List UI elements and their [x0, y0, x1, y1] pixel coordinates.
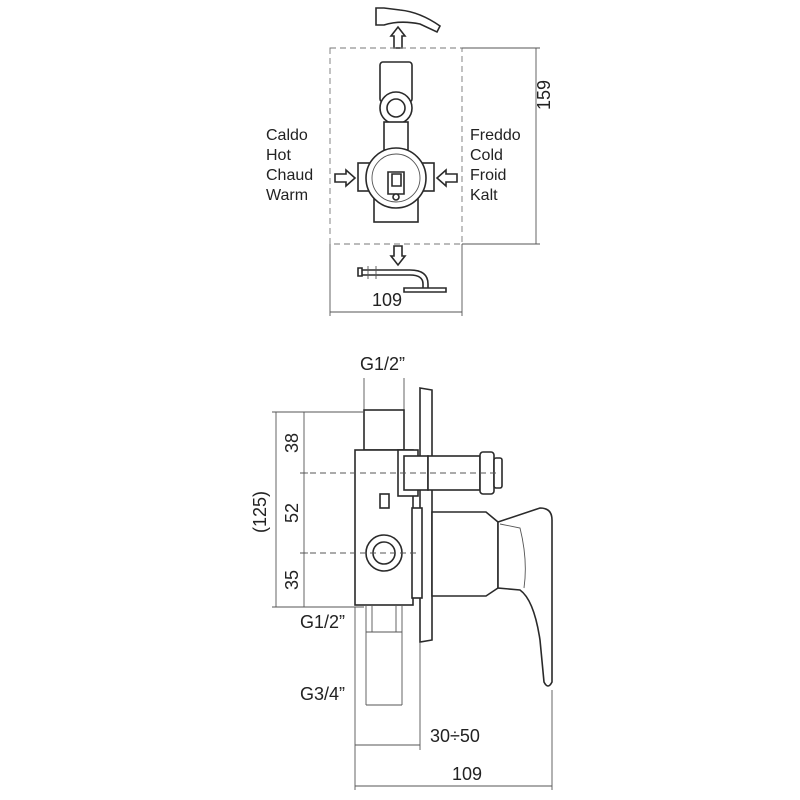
shower-head-icon — [358, 266, 446, 292]
dim-52-label: 52 — [282, 502, 302, 524]
valve-body-top-view — [358, 62, 434, 222]
outlet-down-arrow-icon — [391, 246, 405, 265]
valve-body-side-view — [355, 388, 552, 686]
cold-inlet-arrow-icon — [437, 170, 457, 186]
thread-top-label: G1/2” — [360, 354, 406, 374]
dim-159-label: 159 — [534, 79, 554, 111]
side-view — [250, 354, 552, 790]
hot-inlet-arrow-icon — [335, 170, 355, 186]
cold-label-fr: Froid — [470, 167, 507, 184]
outlet-up-arrow-icon — [391, 27, 405, 48]
dim-30-50-label: 30÷50 — [430, 726, 480, 746]
top-view — [266, 8, 554, 316]
dim-38-label: 38 — [282, 432, 302, 454]
hot-label-de: Warm — [266, 187, 309, 204]
cold-label-en: Cold — [470, 147, 503, 164]
spout-icon — [376, 8, 440, 32]
cold-label-it: Freddo — [470, 127, 521, 144]
cold-label-de: Kalt — [470, 187, 498, 204]
hot-label-it: Caldo — [266, 127, 308, 144]
thread-bottom-2-label: G3/4” — [300, 684, 346, 704]
hot-label-fr: Chaud — [266, 167, 314, 184]
dim-125-label: (125) — [250, 490, 270, 534]
dim-109-side-label: 109 — [452, 764, 483, 784]
dim-35-label: 35 — [282, 569, 302, 591]
dim-109-top-label: 109 — [372, 290, 403, 310]
hot-label-en: Hot — [266, 147, 291, 164]
thread-bottom-1-label: G1/2” — [300, 612, 346, 632]
